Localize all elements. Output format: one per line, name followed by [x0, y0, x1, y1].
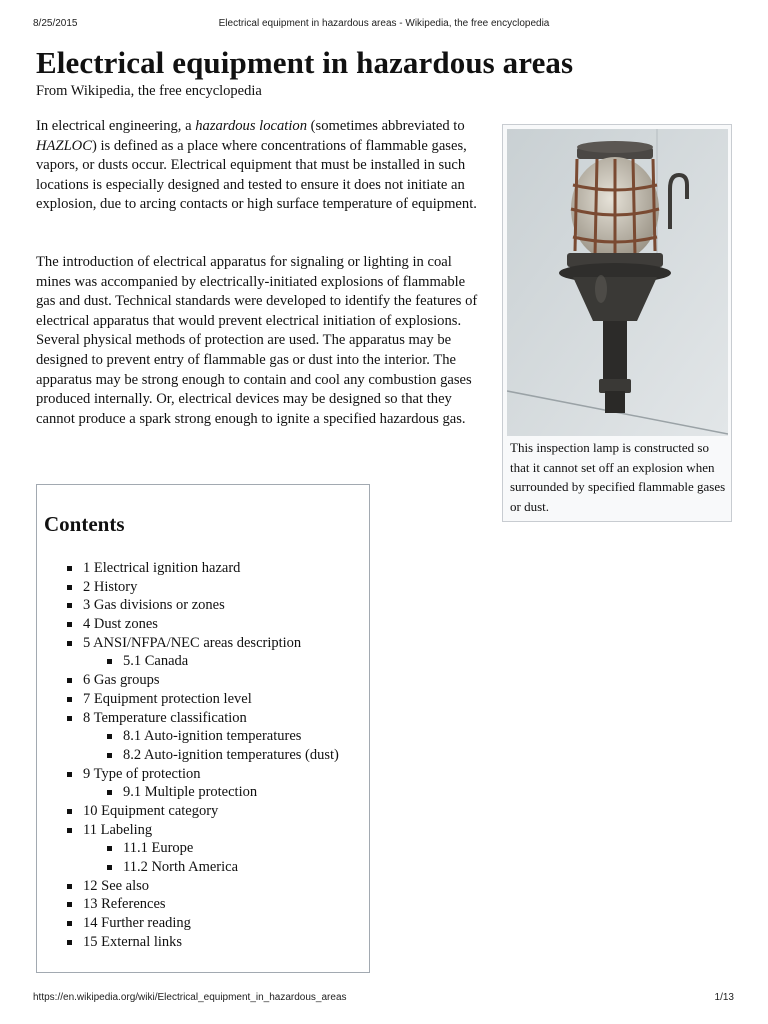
- toc-item[interactable]: [37, 765, 369, 784]
- page-title: Electrical equipment in hazardous areas: [36, 45, 574, 80]
- bullet-icon: [67, 809, 72, 814]
- toc-item[interactable]: [37, 746, 369, 765]
- toc-item-label[interactable]: 3 Gas divisions or zones: [83, 597, 225, 614]
- intro-text-c: ) is defined as a place where concentrations of flammable gases, vapors, or dusts occur. Electrical equipment that must be installed in such locations is especially designed and tested to ensure it does not initiate an explosion, due to arcing contacts or high surface temperature of equipment.: [36, 137, 477, 213]
- bullet-icon: [67, 921, 72, 926]
- toc-item-label[interactable]: 5.1 Canada: [123, 653, 189, 670]
- intro-term-hazardous-location: hazardous location: [195, 118, 307, 134]
- toc-item-label[interactable]: 8.2 Auto-ignition temperatures (dust): [123, 746, 339, 763]
- bullet-icon: [67, 772, 72, 777]
- intro-text-b: (sometimes abbreviated to: [307, 118, 465, 134]
- toc-item[interactable]: [37, 690, 369, 709]
- intro-term-hazloc: HAZLOC: [36, 137, 92, 154]
- bullet-icon: [67, 940, 72, 945]
- bullet-icon: [67, 566, 72, 571]
- toc-item[interactable]: [37, 671, 369, 690]
- toc-item-label[interactable]: 13 References: [83, 896, 166, 913]
- bullet-icon: [107, 659, 112, 664]
- figure-caption: This inspection lamp is constructed so that it cannot set off an explosion when surrounded by specified flammable gases or dust.: [510, 440, 726, 514]
- print-page-title: Electrical equipment in hazardous areas - Wikipedia, the free encyclopedia: [218, 18, 550, 29]
- intro-paragraph: [36, 117, 481, 215]
- toc-item-label[interactable]: 11.1 Europe: [123, 840, 194, 857]
- bullet-icon: [67, 697, 72, 702]
- bullet-icon: [107, 846, 112, 851]
- inspection-lamp-image[interactable]: [507, 129, 728, 436]
- bullet-icon: [67, 585, 72, 590]
- toc-item-label[interactable]: 14 Further reading: [83, 915, 191, 932]
- toc-item-label[interactable]: 4 Dust zones: [83, 616, 158, 633]
- toc-item-label[interactable]: 9.1 Multiple protection: [123, 784, 258, 801]
- toc-list: [37, 559, 369, 951]
- toc-item[interactable]: [37, 839, 369, 858]
- print-url[interactable]: https://en.wikipedia.org/wiki/Electrical_equipment_in_hazardous_areas: [33, 992, 347, 1003]
- history-paragraph: The introduction of electrical apparatus for signaling or lighting in coal mines was accompanied by electrically-initiated explosions of flammable gas and dust. Technical standards were developed to identify the features of electrical apparatus that would prevent electrical initiation of explosions. Several physical methods of protection are used. The apparatus may be designed to prevent entry of flammable gas or dust into the interior. The apparatus may be strong enough to contain and cool any combustion gases produced internally. Or, electrical devices may be designed so that they cannot produce a spark strong enough to ignite a specified hazardous gas.: [36, 254, 478, 427]
- bullet-icon: [67, 716, 72, 721]
- table-of-contents: [36, 484, 370, 973]
- toc-item[interactable]: [37, 596, 369, 615]
- toc-item[interactable]: [37, 634, 369, 653]
- toc-item[interactable]: [37, 709, 369, 728]
- toc-item[interactable]: [37, 783, 369, 802]
- print-date: 8/25/2015: [33, 18, 78, 29]
- toc-item[interactable]: [37, 895, 369, 914]
- figure-thumbnail: [502, 124, 732, 522]
- toc-title: Contents: [44, 512, 125, 536]
- bullet-icon: [67, 884, 72, 889]
- toc-item-label[interactable]: 8 Temperature classification: [83, 709, 247, 726]
- toc-item-label[interactable]: 11 Labeling: [83, 821, 153, 838]
- bullet-icon: [107, 865, 112, 870]
- toc-item-label[interactable]: 5 ANSI/NFPA/NEC areas description: [83, 634, 302, 651]
- toc-item[interactable]: [37, 914, 369, 933]
- toc-item[interactable]: [37, 652, 369, 671]
- toc-item-label[interactable]: 7 Equipment protection level: [83, 690, 252, 707]
- bullet-icon: [67, 902, 72, 907]
- toc-item-label[interactable]: 8.1 Auto-ignition temperatures: [123, 728, 302, 745]
- toc-item[interactable]: [37, 821, 369, 840]
- toc-item-label[interactable]: 6 Gas groups: [83, 672, 160, 689]
- toc-item-label[interactable]: 10 Equipment category: [83, 802, 219, 819]
- toc-item[interactable]: [37, 559, 369, 578]
- toc-item-label[interactable]: 2 History: [83, 578, 138, 595]
- toc-item[interactable]: [37, 802, 369, 821]
- bullet-icon: [67, 828, 72, 833]
- toc-item-label[interactable]: 15 External links: [83, 933, 183, 950]
- print-header: [0, 18, 768, 32]
- toc-item-label[interactable]: 11.2 North America: [123, 859, 239, 875]
- bullet-icon: [107, 734, 112, 739]
- toc-item-label[interactable]: 1 Electrical ignition hazard: [83, 560, 241, 576]
- toc-item[interactable]: [37, 858, 369, 877]
- toc-item[interactable]: [37, 615, 369, 634]
- toc-item-label[interactable]: 9 Type of protection: [83, 765, 201, 782]
- toc-item[interactable]: [37, 727, 369, 746]
- toc-item-label[interactable]: 12 See also: [83, 877, 150, 894]
- toc-item[interactable]: [37, 877, 369, 896]
- bullet-icon: [67, 641, 72, 646]
- bullet-icon: [67, 603, 72, 608]
- bullet-icon: [67, 678, 72, 683]
- inspection-lamp-illustration: [507, 129, 728, 436]
- print-page-number: 1/13: [714, 992, 734, 1003]
- toc-item[interactable]: [37, 578, 369, 597]
- bullet-icon: [107, 790, 112, 795]
- page-subtitle: From Wikipedia, the free encyclopedia: [36, 83, 262, 99]
- toc-item[interactable]: [37, 933, 369, 952]
- print-footer: [0, 992, 768, 1006]
- bullet-icon: [107, 753, 112, 758]
- bullet-icon: [67, 622, 72, 627]
- intro-text-a: In electrical engineering, a: [36, 118, 196, 134]
